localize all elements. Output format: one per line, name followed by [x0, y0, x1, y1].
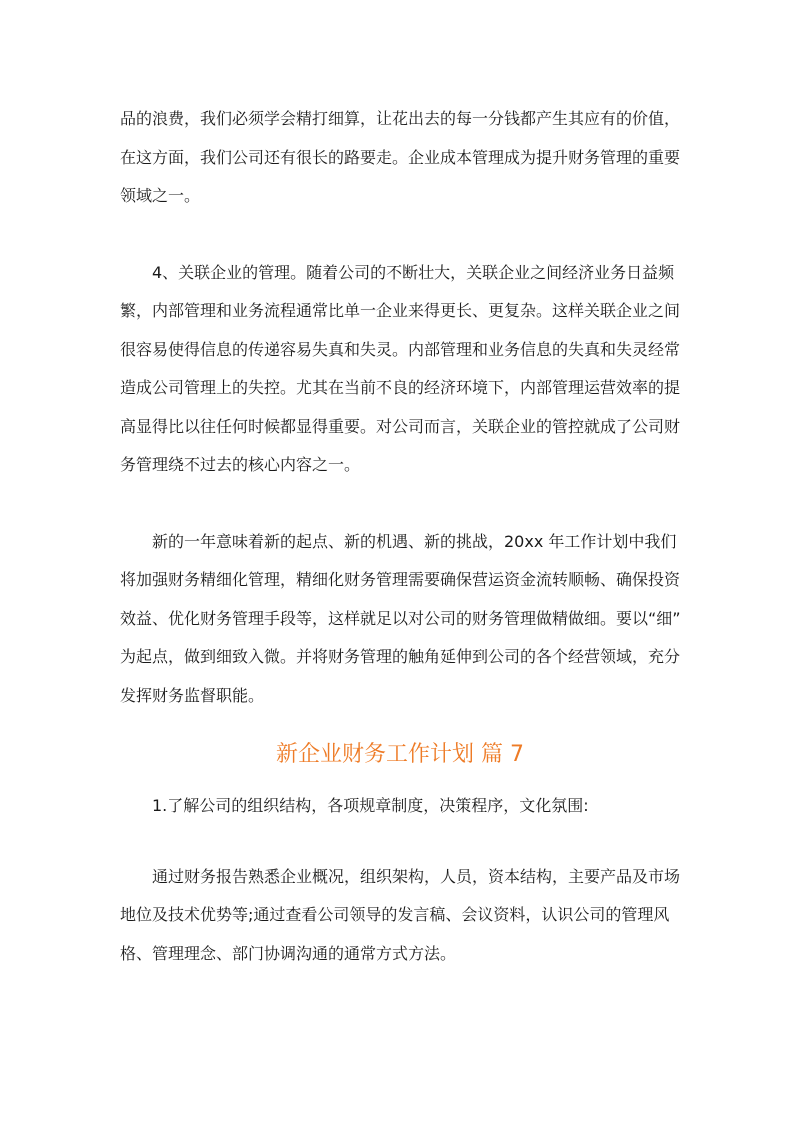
text-line: 1.了解公司的组织结构，各项规章制度，决策程序，文化氛围:: [152, 796, 589, 815]
paragraph-affiliate-management: [120, 254, 680, 485]
text-line: 品的浪费，我们必须学会精打细算，让花出去的每一分钱都产生其应有的价值，: [120, 109, 681, 128]
text-line: 发挥财务监督职能。: [120, 685, 265, 705]
paragraph-gap: [120, 216, 680, 254]
document-page: [120, 100, 680, 973]
text-line: 在这方面，我们公司还有很长的路要走。企业成本管理成为提升财务管理的重要: [120, 147, 681, 167]
text-line: 高显得比以往任何时候都显得重要。对公司而言，关联企业的管控就成了公司财: [120, 416, 681, 436]
text-line: 领域之一。: [120, 186, 201, 205]
text-line: 地位及技术优势等;通过查看公司领导的发言稿、会议资料，认识公司的管理风: [120, 905, 670, 924]
text-line: 通过财务报告熟悉企业概况，组织架构，人员，资本结构，主要产品及市场: [152, 866, 681, 886]
text-line: 繁，内部管理和业务流程通常比单一企业来得更长、更复杂。这样关联企业之间: [120, 301, 681, 320]
text-line: 新的一年意味着新的起点、新的机遇、新的挑战，20xx 年工作计划中我们: [152, 531, 677, 551]
text-line: 很容易使得信息的传递容易失真和失灵。内部管理和业务信息的失真和失灵经常: [120, 339, 681, 359]
paragraph-financial-reports: [120, 858, 680, 974]
paragraph-gap: [120, 826, 680, 858]
text-line: 4、关联企业的管理。随着公司的不断壮大，关联企业之间经济业务日益频: [152, 262, 675, 282]
paragraph-understand-structure: [120, 787, 680, 826]
paragraph-gap: [120, 485, 680, 523]
text-line: 造成公司管理上的失控。尤其在当前不良的经济环境下，内部管理运营效率的提: [120, 378, 681, 397]
text-line: 务管理绕不过去的核心内容之一。: [120, 455, 361, 474]
text-line: 格、管理理念、部门协调沟通的通常方式方法。: [120, 943, 457, 963]
text-line: 为起点，做到细致入微。并将财务管理的触角延伸到公司的各个经营领域，充分: [120, 647, 681, 666]
paragraph-new-year-plan: [120, 523, 680, 716]
section-heading: 新企业财务工作计划 篇 7: [276, 742, 524, 767]
text-line: 将加强财务精细化管理，精细化财务管理需要确保营运资金流转顺畅、确保投资: [120, 570, 681, 589]
text-line: 效益、优化财务管理手段等，这样就足以对公司的财务管理做精做细。要以“细”: [120, 608, 681, 628]
paragraph-cost-management: [120, 100, 680, 216]
